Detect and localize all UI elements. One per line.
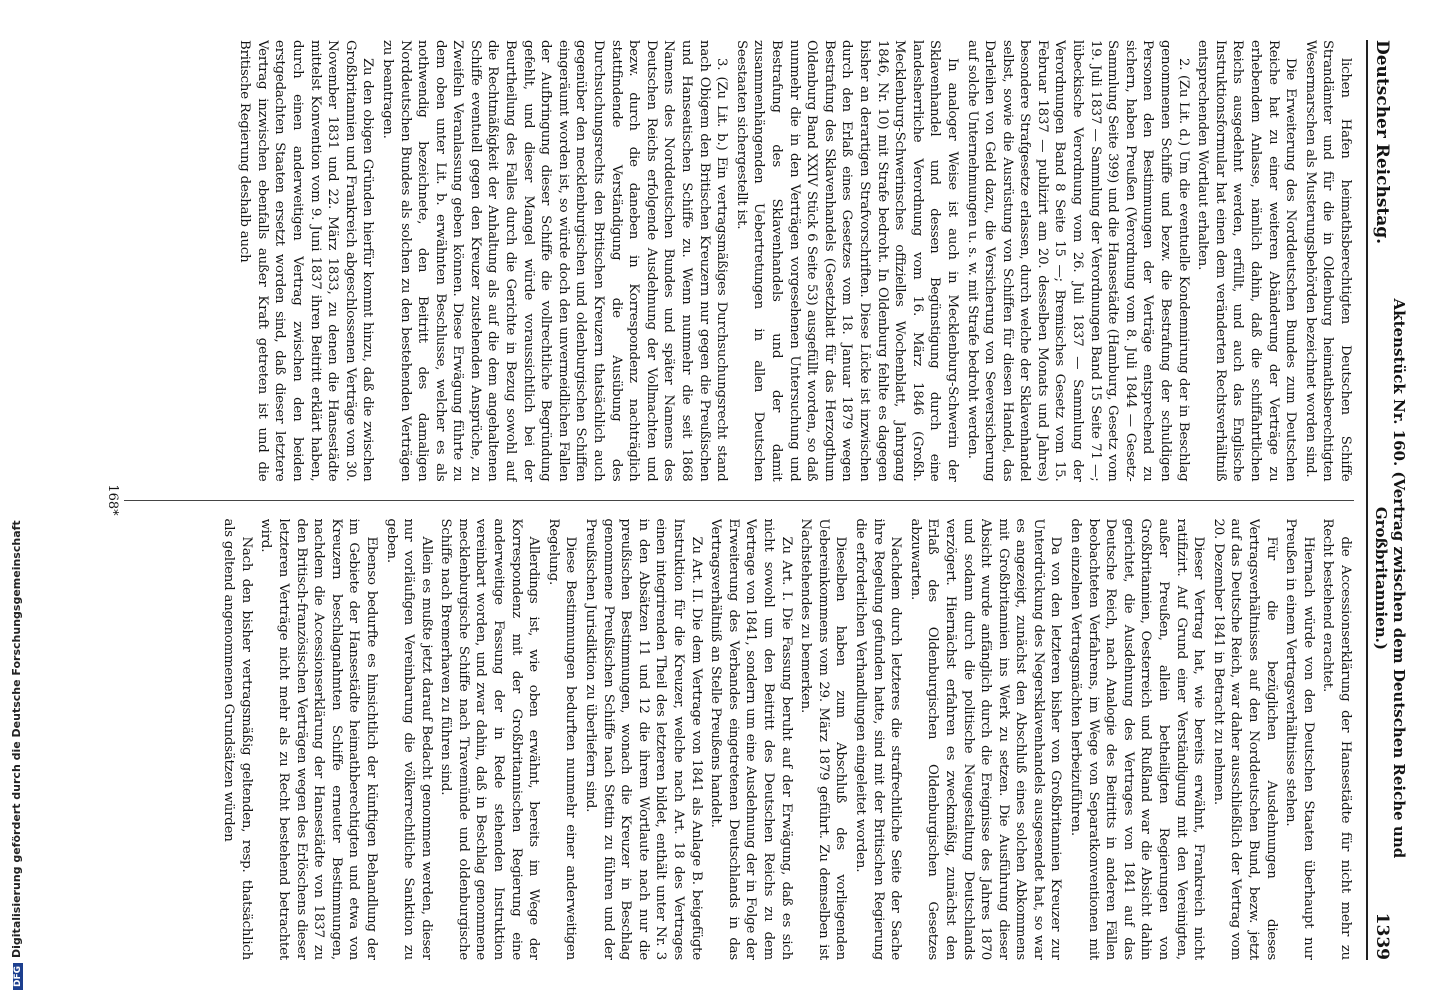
paragraph: Für die bezüglichen Ausdehnungen dieses Vertragsverhältnisses auf den Norddeutschen Bund, bezw. jetzt auf das Deutsche Reich, war daher ausschließlich der Vertrag vom 20. Dezember 1841 in Betracht zu nehmen.	[1210, 518, 1279, 960]
paragraph: Da von den letzteren bisher von Großbritannien Kreuzer zur Unterdrückung des Negersklavenhandels ausgesendet hat, so war es angezeigt, zunächst den Abschluß eines solchen Abkommens mit Großbritannien ins Werk zu setzen. Die Ausführung dieser Absicht wurde anfänglich durch die Ereignisse des Jahres 1870 und sodann durch die politische Neugestaltung Deutschlands verzögert. Hiernächst erfahren es zweckmäßig, zunächst den Erlaß des Oldenburgischen Oldenburgischen Gesetzes abzuwarten.	[907, 518, 1064, 960]
paragraph: Nachdem durch letzteres die strafrechtliche Seite der Sache ihre Regelung gefunden hatte, sind mit der Britischen Regierung die erforderlichen Verhandlungen eingeleitet worden.	[852, 518, 904, 960]
paragraph: Dieser Vertrag hat, wie bereits erwähnt, Frankreich nicht ratifizirt. Auf Grund einer Verständigung mit den Vereinigten, außer Preußen, allein betheiligten Regierungen von Großbritannien, Oesterreich und Rußland war die Absicht dahin gerichtet, die Ausdehnung des Vertrages von 1841 auf das Deutsche Reich, nach Analogie des Beitritts in anderen Fällen beobachteten Verfahrens, im Wege von Separatkonventionen mit den einzelnen Vertragsmächten herbeizuführen.	[1068, 518, 1207, 960]
paragraph: 3. (Zu Lit. b.) Ein vertragsmäßiges Durchsuchungsrecht stand nach Obigem den Britischen Kreuzern nur gegen die Preußischen und Hanseatischen Schiffe zu. Wenn nunmehr die seit 1868 Namens des Norddeutschen Bundes und später Namens des Deutschen Reichs erfolgende Ausdehnung der Vollmachten und bezw. durch die daneben in Korrespondenz nachträglich stattfindende Verständigung die Ausübung des Durchsuchungsrechts den Britischen Kreuzern thatsächlich auch gegenüber den mecklenburgischen und oldenburgischen Schiffen eingeräumt worden ist, so würde doch den unvermeidlichen Fallen der Aufbringung dieser Schiffe die vollrechtliche Begründung gefehlt, und dieser Mangel würde voraussichtlich bei der Beurtheilung des Falles durch die Gerichte in Bezug sowohl auf die Rechtmäßigkeit der Anhaltung als auf die dem angehaltenen Schiffe eventuell gegen den Kreuzer zustehenden Ansprüche, zu Zweifeln Veranlassung geben können. Diese Erwägung führte zu dem oben unter Lit. b. erwähnten Beschlusse, welcher es als nothwendig bezeichnete, den Beitritt des damaligen Norddeutschen Bundes als solchen zu den bestehenden Verträgen zu beantragen.	[379, 40, 730, 482]
paragraph: Die Erweiterung des Norddeutschen Bundes zum Deutschen Reiche hat zu einer weiteren Abänderung der Verträge zu erhebendem Anlasse, nämlich dahin, daß die schiffahrtlichen Reichs ausgedehnt werden, erfüllt, und auch das Englische Instruktionsformular hat einen dem veränderten Rechtsverhältniß entsprechenden Wortlaut erhalten.	[1195, 40, 1299, 482]
credit-text: Digitalisierung gefördert durch die Deutsche Forschungsgemeinschaft	[10, 520, 23, 958]
paragraph: lichen Hafen heimathsberechtigten Deutschen Schiffe Strandämter und für die in Oldenburg heimathsberechtigten Wesermarschen als Musterungsbehörden bezeichnet worden sind.	[1302, 40, 1353, 482]
running-head	[1366, 40, 1408, 960]
rotated-page-content	[96, 40, 1408, 960]
paragraph: In analoger Weise ist auch in Mecklenburg-Schwerin der Sklavenhandel und dessen Begünstigung durch eine landesherrliche Verordnung vom 16. März 1846 (Großh. Mecklenburg-Schwerinsches offizielles Wochenblatt, Jahrgang 1846, Nr. 10) mit Strafe bedroht. In Oldenburg fehlte es dagegen bisher an derartigen Strafvorschriften. Diese Lücke ist inzwischen durch den Erlaß eines Gesetzes vom 18. Januar 1879 wegen Bestrafung des Sklavenhandels (Gesetzblatt für das Herzogthum Oldenburg Band XXIV Stück 6 Seite 53) ausgefüllt worden, so daß nunmehr die in den Verträgen vorgesehenen Untersuchung und Bestrafung des Sklavenhandels und der damit zusammenhängenden Uebertretungen in allen Deutschen Seestaaten sichergestellt ist.	[733, 40, 960, 482]
dfg-logo: DFG	[13, 963, 23, 990]
header-page-number: 1339	[1372, 912, 1392, 960]
column-divider	[124, 500, 1354, 501]
header-center: Aktenstück Nr. 160. (Vertrag zwischen dem Deutschen Reiche und Großbritannien.)	[1372, 298, 1408, 859]
paragraph: die Accessionserklärung der Hansestädte für nicht mehr zu Recht bestehend erachtet.	[1320, 518, 1353, 960]
text-columns	[124, 40, 1354, 960]
paragraph: Zu den obigen Gründen hierfür kommt hinzu, daß die zwischen Großbritannien und Frankreich abgeschlossenen Verträge vom 30. November 1831 und 22. März 1833, zu denen die Hansestädte mittelst Konvention vom 9. Juni 1837 ihren Beitritt erklärt haben, durch einen anderweitigen Vertrag zwischen den beiden erstgedachten Staaten ersetzt worden sind, daß dieser letztere Vertrag inzwischen ebenfalls außer Kraft getreten ist und die Britische Regierung deshalb auch	[237, 40, 376, 482]
paragraph: Nach den bisher vertragsmäßig geltenden, resp. thatsächlich als geltend angenommenen Grundsätzen würden	[221, 518, 254, 960]
paragraph: Diese Bestimmungen bedurften nunmehr einer anderweitigen Regelung.	[545, 518, 579, 960]
footer-page-number: 168*	[105, 484, 120, 516]
left-column	[124, 40, 1354, 482]
right-column	[124, 519, 1354, 961]
digitization-credit	[10, 520, 28, 990]
paragraph: Zu Art. I. Die Fassung beruht auf der Erwägung, daß es sich nicht sowohl um den Beitritt des Deutschen Reichs zu dem Vertrage von 1841, sondern um eine Ausdehnung der in Folge der Erweiterung des Verbandes eingetretenen Deutschlands in das Vertragsverhältniß an Stelle Preußens handelt.	[708, 518, 794, 960]
paragraph: Ebenso bedurfte es hinsichtlich der künftigen Behandlung der im Gebiete der Hansestädte heimathberechtigten und etwa von Kreuzern beschlagnahmten Schiffe erneuter Bestimmungen, nachdem die Accessionserklärung der Hansestädte von 1837 zu den Britisch-französischen Verträgen wegen des Erlöschens dieser letzteren Verträge nicht mehr als zu Recht bestehend betrachtet wird.	[258, 518, 379, 960]
paragraph: Hiernach würde von den Deutschen Staaten überhaupt nur Preußen in einem Vertragsverhältnisse stehen.	[1283, 518, 1316, 960]
paragraph: Dieselben haben zum Abschluß des vorliegenden Uebereinkommens vom 29. März 1879 geführt. Zu demselben ist Nachstehendes zu bemerken.	[798, 518, 849, 960]
paragraph: Allein es mußte jetzt darauf Bedacht genommen werden, dieser nur vorläufigen Vereinbarung die völkerrechtliche Sanktion zu geben.	[383, 518, 434, 960]
paragraph: Zu Art. II. Die dem Vertrage von 1841 als Anlage B. beigefügte Instruktion für die Kreuzer, welche nach Art. 18 des Vertrages einen integrirenden Theil des letzteren bildet, enthält unter Nr. 3 in den Absätzen 11 und 12 die ihrem Wortlaute nach nur die preußischen Bestimmungen, wonach die Kreuzer in Beschlag genommene Preußischen Schiffe nach Stettin zu führen und der Preußischen Jurisdiktion zu überliefern sind.	[583, 518, 704, 960]
paragraph: Allerdings ist, wie oben erwähnt, bereits im Wege der Korrespondenz mit der Großbritannischen Regierung eine anderweitige Fassung der in Rede stehenden Instruktion vereinbart worden, und zwar dahin, daß in Beschlag genommene mecklenburgische Schiffe nach Travemünde und oldenburgische Schiffe nach Bremerhaven zu führen sind.	[438, 518, 542, 960]
header-left: Deutscher Reichstag.	[1372, 40, 1392, 245]
paragraph: 2. (Zu Lit. d.) Um die eventuelle Kondemnirung der in Beschlag genommenen Schiffe und bezw. die Bestrafung der schuldigen Personen den Bestimmungen der Verträge entsprechend zu sichern, haben Preußen (Verordnung vom 8. Juli 1844 — Gesetz-Sammlung Seite 399) und die Hansestädte (Hamburg, Gesetz vom 19. Juli 1837 — Sammlung der Verordnungen Band 15 Seite 71 —; lübeckische Verordnung vom 26. Juli 1837 — Sammlung der Verordnungen Band 8 Seite 15 —; Bremisches Gesetz vom 15. Februar 1837 — publizirt am 20. desselben Monats und Jahres) besondere Strafgesetze erlassen, durch welche der Sklavenhandel selbst, sowie die Ausrüstung von Schiffen für diesen Handel, das Darleihen von Geld dazu, die Versicherung von Seeversicherung auf solche Unternehmungen u. s. w. mit Strafe bedroht werden.	[964, 40, 1191, 482]
